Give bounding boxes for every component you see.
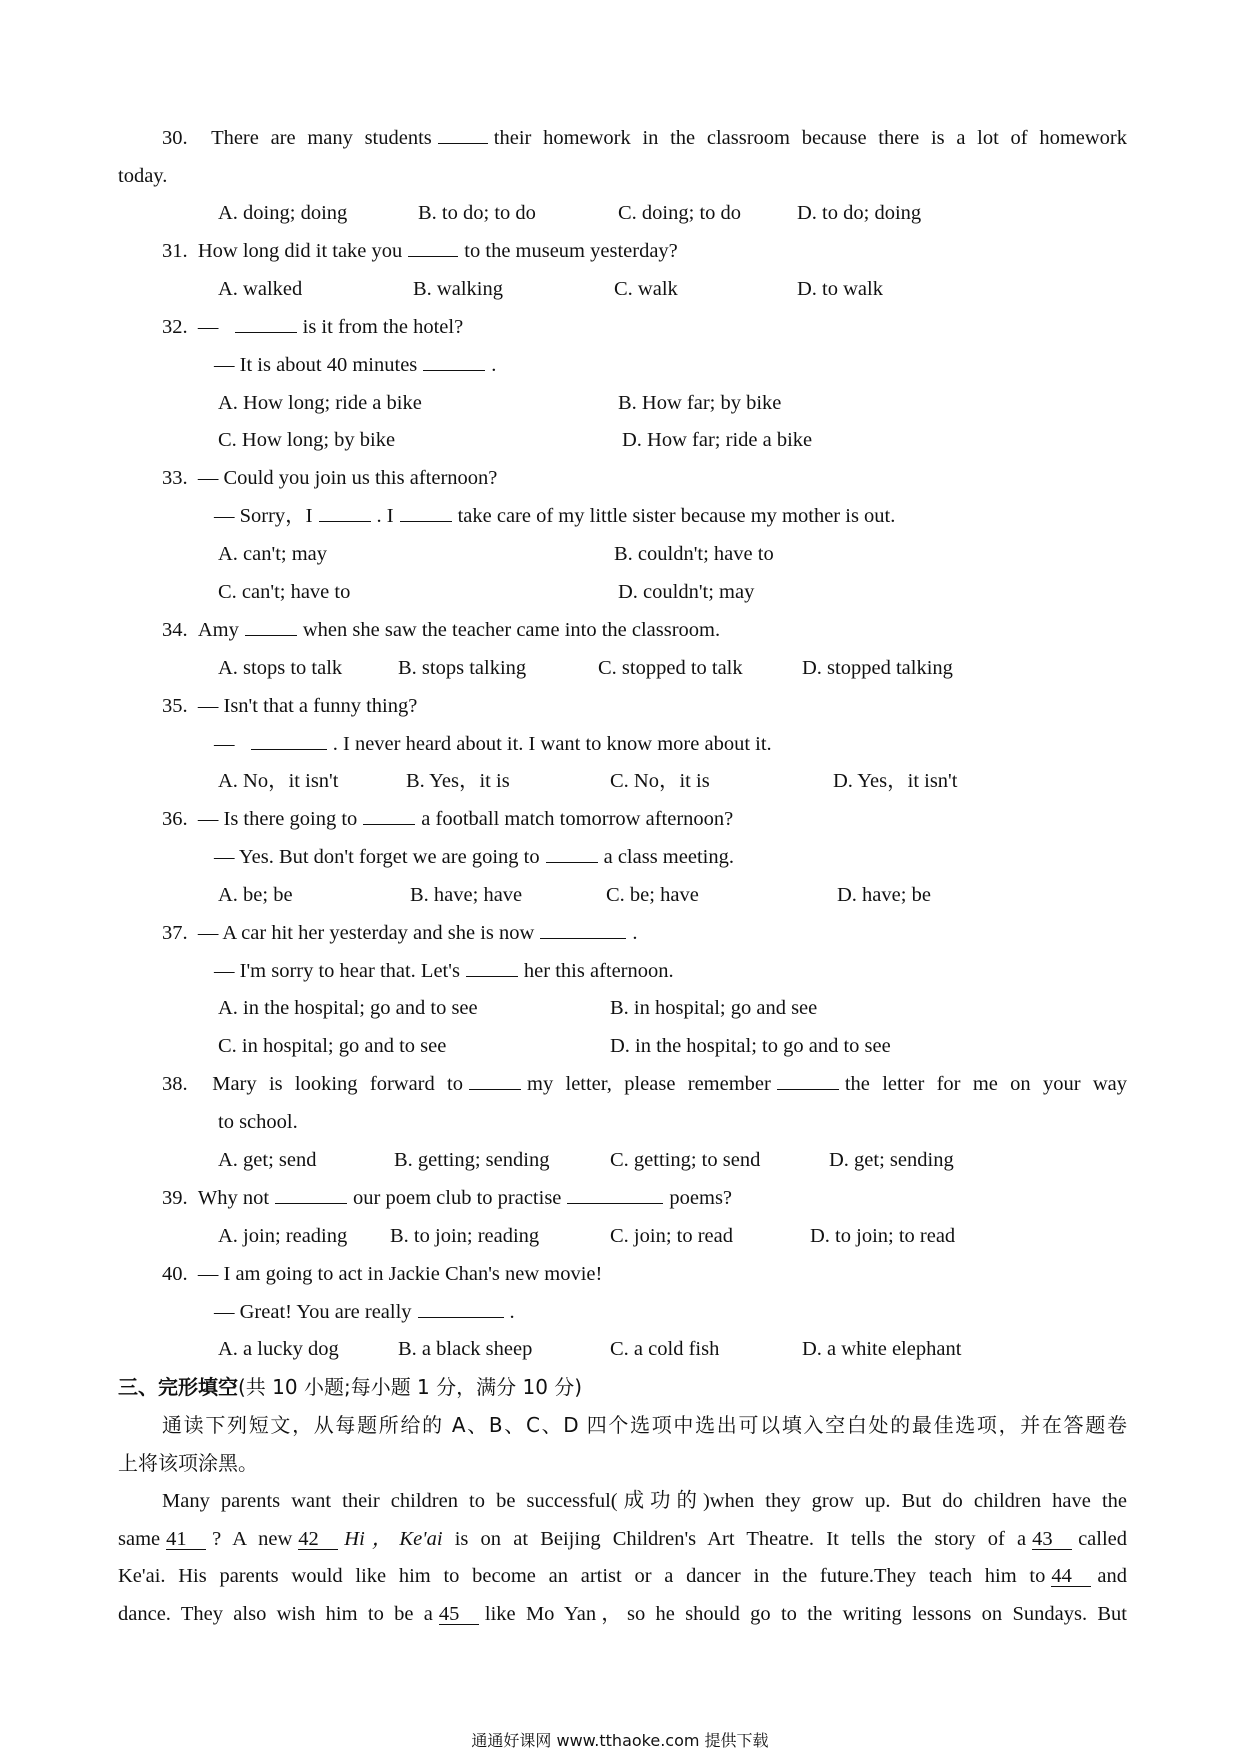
- option: C. stopped to talk: [598, 657, 743, 679]
- option: C. a cold fish: [610, 1338, 720, 1360]
- question-32: 32. — is it from the hotel?: [162, 316, 464, 338]
- passage-line-1: Many parents want their children to be successful(成功的)when they grow up. But do children have the: [162, 1490, 1127, 1512]
- option: C. How long; by bike: [218, 429, 396, 451]
- section-heading: 三、完形填空(共 10 小题;每小题 1 分，满分 10 分): [118, 1375, 583, 1399]
- question-30: 30. There are many students their homework in the classroom because there is a lot of homework: [162, 127, 1128, 149]
- option: D. to join; to read: [810, 1225, 956, 1247]
- option: A. How long; ride a bike: [218, 392, 422, 414]
- question-40: 40. — I am going to act in Jackie Chan's new movie!: [162, 1263, 603, 1285]
- option: D. couldn't; may: [618, 581, 755, 603]
- option: B. a black sheep: [398, 1338, 533, 1360]
- question-30-cont: today.: [118, 165, 168, 187]
- option: B. to join; reading: [390, 1225, 540, 1247]
- option: D. in the hospital; to go and to see: [610, 1035, 891, 1057]
- option: D. How far; ride a bike: [622, 429, 813, 451]
- option: B. to do; to do: [418, 202, 536, 224]
- question-38-cont: to school.: [218, 1111, 298, 1133]
- option: B. stops talking: [398, 657, 527, 679]
- option: A. doing; doing: [218, 202, 348, 224]
- option: C. be; have: [606, 884, 699, 906]
- option: C. in hospital; go and to see: [218, 1035, 447, 1057]
- option: A. get; send: [218, 1149, 317, 1171]
- option: C. getting; to send: [610, 1149, 761, 1171]
- option: A. in the hospital; go and to see: [218, 997, 478, 1019]
- question-33: 33. — Could you join us this afternoon?: [162, 467, 498, 489]
- option: C. join; to read: [610, 1225, 733, 1247]
- option: C. No，it is: [610, 770, 710, 792]
- option: B. getting; sending: [394, 1149, 550, 1171]
- question-38: 38. Mary is looking forward to my letter, please remember the letter for me on your way: [162, 1073, 1128, 1095]
- option: D. stopped talking: [802, 657, 953, 679]
- option: A. stops to talk: [218, 657, 343, 679]
- option: A. can't; may: [218, 543, 328, 565]
- option: D. Yes，it isn't: [833, 770, 958, 792]
- question-33-reply: — Sorry，I . I take care of my little sister because my mother is out.: [214, 505, 896, 527]
- question-36: 36. — Is there going to a football match tomorrow afternoon?: [162, 808, 734, 830]
- section-instructions-cont: 上将该项涂黑。: [118, 1451, 258, 1475]
- option: C. doing; to do: [618, 202, 742, 224]
- option: D. get; sending: [829, 1149, 954, 1171]
- question-40-reply: — Great! You are really .: [214, 1301, 515, 1323]
- option: C. walk: [614, 278, 678, 300]
- option: D. have; be: [837, 884, 931, 906]
- question-37: 37. — A car hit her yesterday and she is now .: [162, 922, 638, 944]
- option: B. walking: [413, 278, 503, 300]
- question-34: 34. Amy when she saw the teacher came into the classroom.: [162, 619, 721, 641]
- question-32-reply: — It is about 40 minutes .: [214, 354, 497, 376]
- page-footer: 通通好课网 www.tthaoke.com 提供下载: [471, 1731, 769, 1750]
- question-36-reply: — Yes. But don't forget we are going to a class meeting.: [214, 846, 734, 868]
- passage-line-3: Ke'ai. His parents would like him to become an artist or a dancer in the future.They teach him to 44 and: [118, 1565, 1127, 1587]
- option: A. walked: [218, 278, 303, 300]
- option: A. a lucky dog: [218, 1338, 339, 1360]
- option: B. in hospital; go and see: [610, 997, 818, 1019]
- option: B. have; have: [410, 884, 523, 906]
- option: D. to walk: [797, 278, 883, 300]
- option: A. join; reading: [218, 1225, 348, 1247]
- question-35: 35. — Isn't that a funny thing?: [162, 695, 418, 717]
- passage-line-4: dance. They also wish him to be a 45 like Mo Yan，so he should go to the writing lessons on Sundays. But: [118, 1603, 1127, 1625]
- option: B. couldn't; have to: [614, 543, 774, 565]
- passage-line-2: same 41 ? A new 42 Hi，Ke'ai is on at Beijing Children's Art Theatre. It tells the story of a 43 called: [118, 1528, 1128, 1550]
- option: C. can't; have to: [218, 581, 351, 603]
- option: B. Yes，it is: [406, 770, 510, 792]
- question-39: 39. Why not our poem club to practise poems?: [162, 1187, 733, 1209]
- question-35-reply: — . I never heard about it. I want to know more about it.: [214, 733, 772, 755]
- option: A. be; be: [218, 884, 293, 906]
- section-instructions: 通读下列短文，从每题所给的 A、B、C、D 四个选项中选出可以填入空白处的最佳选项，并在答题卷: [162, 1413, 1127, 1437]
- option: B. How far; by bike: [618, 392, 782, 414]
- option: D. to do; doing: [797, 202, 922, 224]
- option: A. No，it isn't: [218, 770, 339, 792]
- question-37-reply: — I'm sorry to hear that. Let's her this afternoon.: [214, 960, 674, 982]
- option: D. a white elephant: [802, 1338, 962, 1360]
- question-31: 31. How long did it take you to the museum yesterday?: [162, 240, 678, 262]
